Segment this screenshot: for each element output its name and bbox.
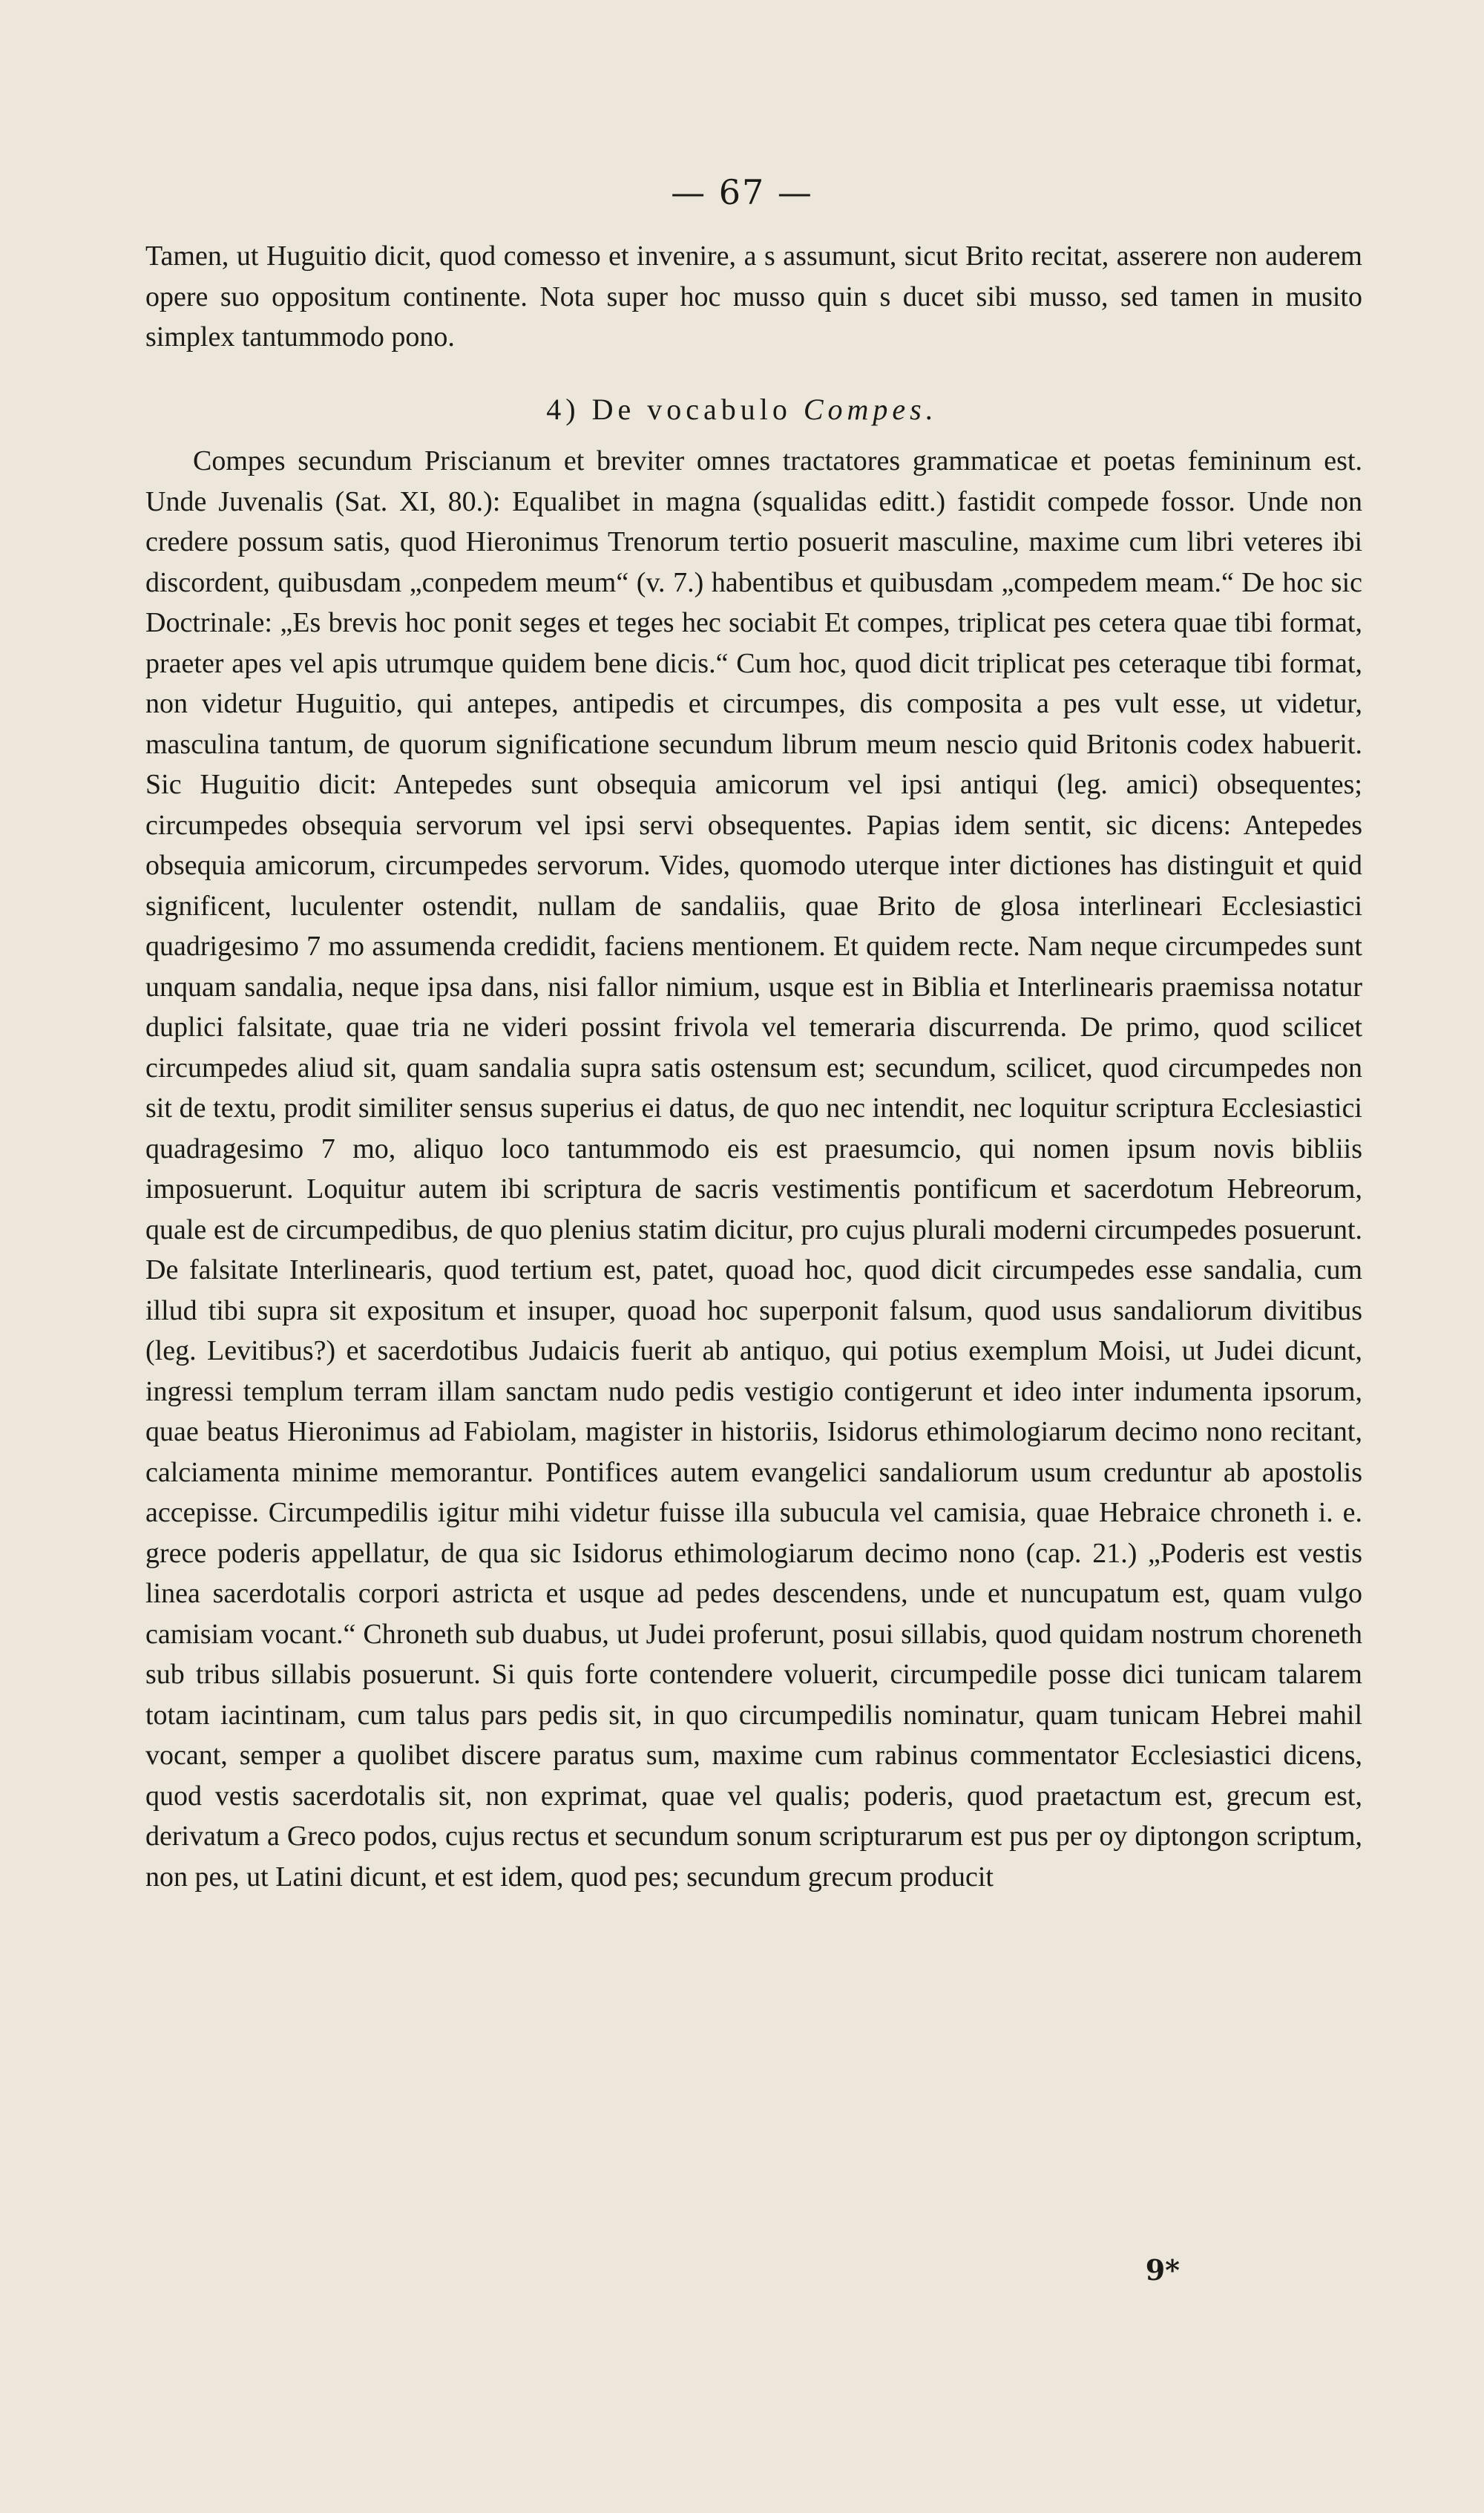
signature-mark: 9*: [1145, 2253, 1180, 2287]
section-title-word: Compes.: [803, 393, 938, 426]
body-text: Compes secundum Priscianum et breviter omnes tractatores grammaticae et poetas femininum est. Unde Juvenalis (Sat. XI, 80.): Equalibet in magna (squalidas editt.) fastidit compede fossor. Unde non credere possum satis, quod Hieronimus Trenorum tertio posuerit masculine, maxime cum libri veteres ibi discordent, quibusdam „conpedem meum“ (v. 7.) habentibus et quibusdam „compedem meam.“ De hoc sic Doctrinale: „Es brevis hoc ponit seges et teges hec sociabit Et compes, triplicat pes cetera quae tibi format, praeter apes vel apis utrumque quidem bene dicis.“ Cum hoc, quod dicit triplicat pes ceteraque tibi format, non videtur Huguitio, qui antepes, antipedis et circumpes, dis composita a pes vult esse, ut videtur, masculina tantum, de quorum significatione secundum librum meum nescio quid Britonis codex habuerit. Sic Huguitio dicit: Antepedes sunt obsequia amicorum vel ipsi antiqui (leg. amici) obsequentes; circumpedes obsequia servorum vel ipsi servi obsequentes. Papias idem sentit, sic dicens: Antepedes obsequia amicorum, circumpedes servorum. Vides, quomodo uterque inter dictiones has distinguit et quid significent, luculenter ostendit, nullam de sandaliis, quae Brito de glosa interlineari Ecclesiastici quadrigesimo 7 mo assumenda credidit, faciens mentionem. Et quidem recte. Nam neque circumpedes sunt unquam sandalia, neque ipsa dans, nisi fallor nimium, usque est in Biblia et Interlinearis praemissa notatur duplici falsitate, quae tria ne videri possint frivola vel temeraria discurrenda. De primo, quod scilicet circumpedes aliud sit, quam sandalia supra satis ostensum est; secundum, scilicet, quod circumpedes non sit de textu, prodit similiter sensus superius ei datus, de quo nec intendit, nec loquitur scriptura Ecclesiastici quadragesimo 7 mo, aliquo loco tantummodo eis est praesumcio, qui nomen ipsum novis bibliis imposuerunt. Loquitur autem ibi scriptura de sacris vestimentis pontificum et sacerdotum Hebreorum, quale est de circumpedibus, de quo plenius statim dicitur, pro cujus plurali moderni circumpedes posuerunt. De falsitate Interlinearis, quod tertium est, patet, quoad hoc, quod dicit circumpedes esse sandalia, cum illud tibi supra sit expositum et insuper, quoad hoc superponit falsum, quod usus sandaliorum divitibus (leg. Levitibus?) et sacerdotibus Judaicis fuerit ab antiquo, qui potius exemplum Moisi, ut Judei dicunt, ingressi templum terram illam sanctam nudo pedis vestigio contigerunt et ideo inter indumenta ipsorum, quae beatus Hieronimus ad Fabiolam, magister in historiis, Isidorus ethimologiarum decimo nono recitant, calciamenta minime memorantur. Pontifices autem evangelici sandaliorum usum creduntur ab apostolis accepisse. Circumpedilis igitur mihi videtur fuisse illa subucula vel camisia, quae Hebraice chroneth i. e. grece poderis appellatur, de qua sic Isidorus ethimologiarum decimo nono (cap. 21.) „Poderis est vestis linea sacerdotalis corpori astricta et usque ad pedes descendens, unde et nuncupatum est, quam vulgo camisiam vocant.“ Chroneth sub duabus, ut Judei proferunt, posui sillabis, quod quidam nostrum choreneth sub tribus sillabis posuerunt. Si quis forte contendere voluerit, circumpedile posse dici tunicam talarem totam iacintinam, cum talus pars pedis sit, in quo circumpedilis nominatur, quam tunicam Hebrei mahil vocant, semper a quolibet discere paratus sum, maxime cum rabinus commentator Ecclesiastici dicens, quod vestis sacerdotalis sit, non exprimat, quae vel qualis; poderis, quod praetactum est, grecum est, derivatum a Greco podos, cujus rectus et secundum sonum scripturarum est pus per oy diptongon scriptum, non pes, ut Latini dicunt, et est idem, quod pes; secundum grecum producit: [145, 445, 1362, 1893]
section-number: 4): [546, 393, 580, 426]
intro-paragraph: [145, 236, 1362, 358]
page-number: — 67 —: [671, 172, 813, 212]
intro-text: Tamen, ut Huguitio dicit, quod comesso et invenire, a s assumunt, sicut Brito recitat, asserere non auderem opere suo oppositum continente. Nota super hoc musso quin s ducet sibi musso, sed tamen in musito simplex tantummodo pono.: [145, 240, 1362, 353]
section-title-prefix: De vocabulo: [591, 393, 792, 426]
section-body: [145, 441, 1362, 1897]
section-heading: [0, 392, 1484, 427]
